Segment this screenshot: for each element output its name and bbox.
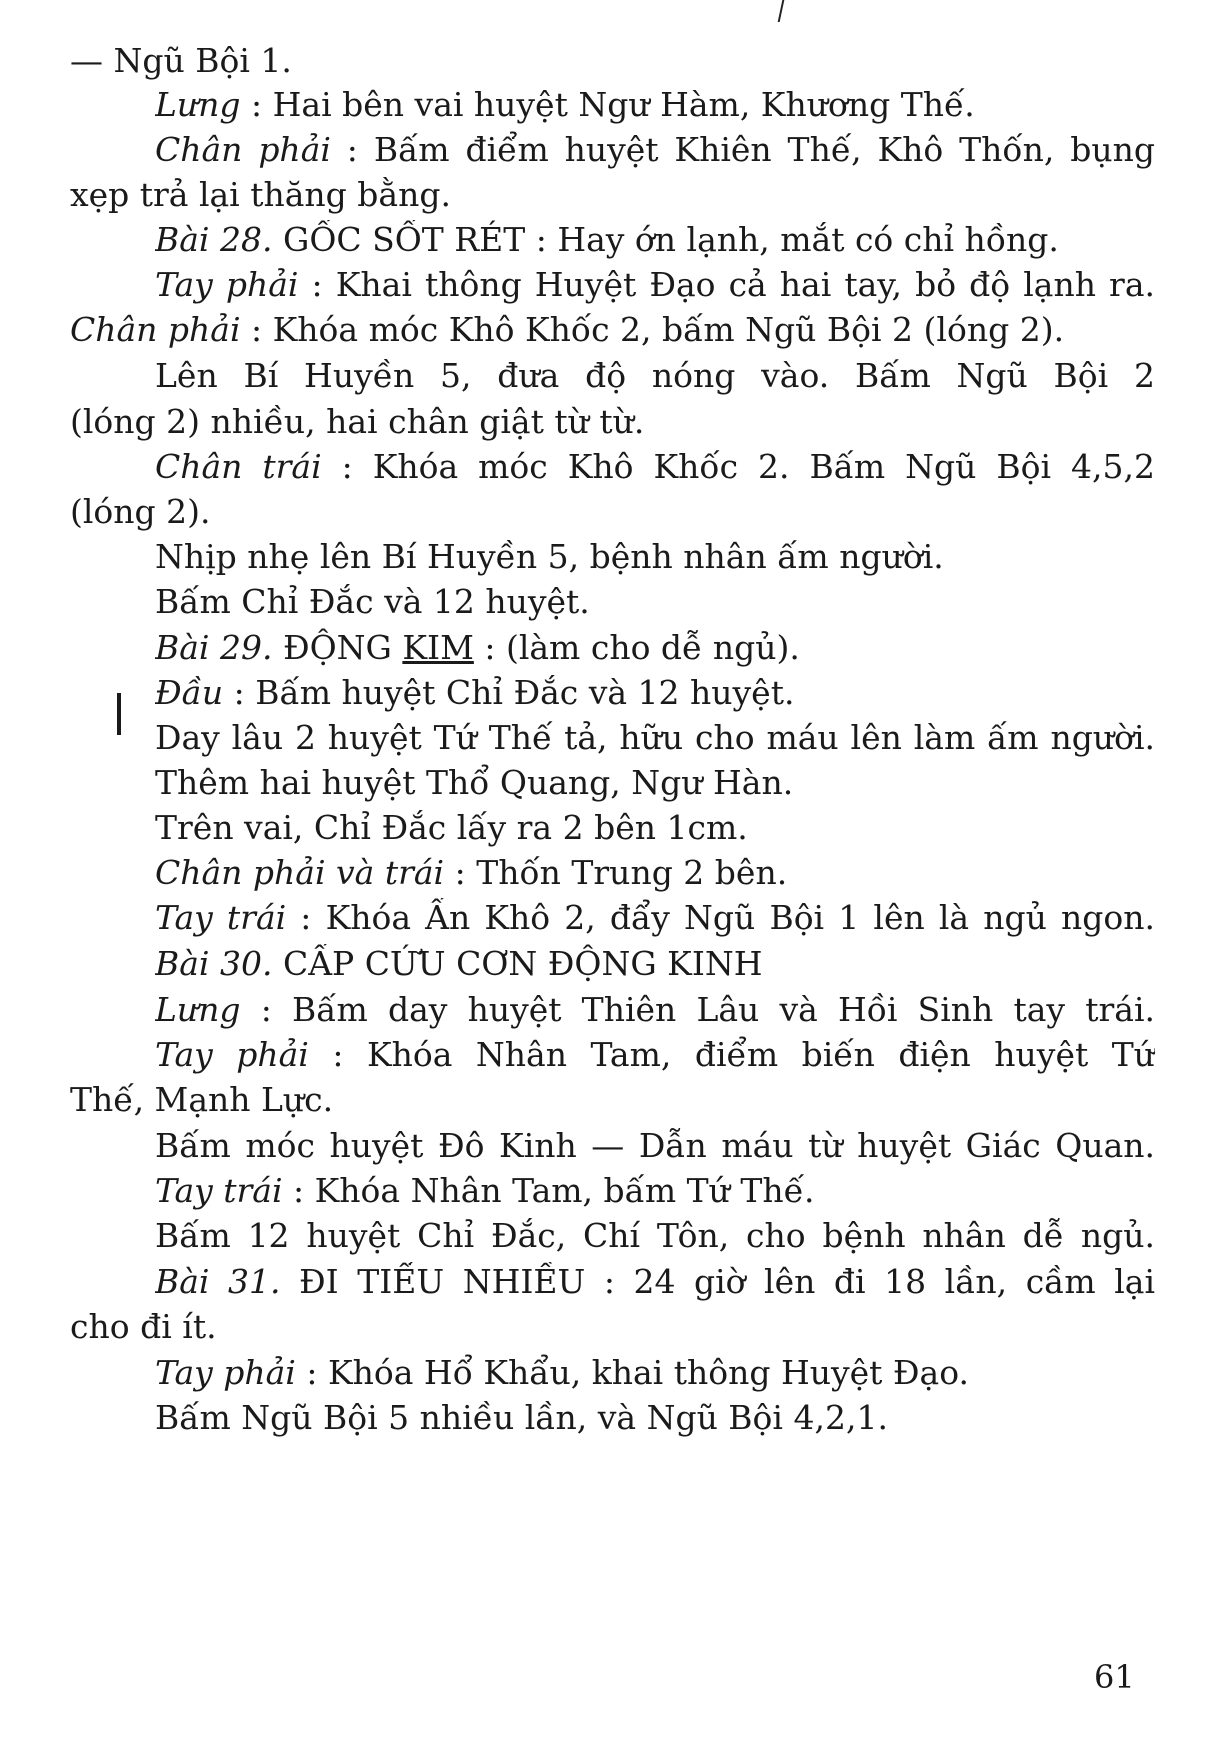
margin-bracket-mark [117,693,121,735]
line-label: Chân phải và trái [155,853,445,892]
line-label: Lưng [155,990,241,1029]
line-24: Thế, Mạnh Lực. [70,1080,334,1119]
page-number: 61 [1094,1658,1135,1696]
line-label: Bài 29. [155,628,273,667]
line-06: Tay phải : Khai thông Huyệt Đạo cả hai tay, bỏ độ lạnh ra. [155,265,1155,304]
line-20: Tay trái : Khóa Ấn Khô 2, đẩy Ngũ Bội 1 lên là ngủ ngon. [155,898,1155,937]
line-11: (lóng 2). [70,492,211,531]
line-label: Lưng [155,85,241,124]
line-18: Trên vai, Chỉ Đắc lấy ra 2 bên 1cm. [155,808,748,847]
line-label: Tay phải [155,1035,309,1074]
line-10: Chân trái : Khóa móc Khô Khốc 2. Bấm Ngũ Bội 4,5,2 [155,447,1155,486]
line-30: Tay phải : Khóa Hổ Khẩu, khai thông Huyệt Đạo. [155,1353,970,1392]
line-15: Đầu : Bấm huyệt Chỉ Đắc và 12 huyệt. [155,673,795,712]
line-label: Tay phải [155,1353,296,1392]
line-16: Day lâu 2 huyệt Tứ Thế tả, hữu cho máu lên làm ấm người. [155,718,1155,757]
line-04: xẹp trả lại thăng bằng. [70,175,451,214]
line-label: Tay phải [155,265,299,304]
line-05: Bài 28. GỐC SỐT RÉT : Hay ớn lạnh, mắt có chỉ hồng. [155,220,1059,259]
line-14: Bài 29. ĐỘNG KIM : (làm cho dễ ngủ). [155,628,800,667]
line-label: Tay trái [155,1171,283,1210]
line-label: Chân phải [70,310,241,349]
line-label: Chân trái [155,447,322,486]
line-17: Thêm hai huyệt Thổ Quang, Ngư Hàn. [155,763,794,802]
underlined-word: KIM [402,628,474,667]
line-01: — Ngũ Bội 1. [70,41,292,80]
line-26: Tay trái : Khóa Nhân Tam, bấm Tứ Thế. [155,1171,815,1210]
line-label: Bài 31. [155,1262,281,1301]
line-07: Chân phải : Khóa móc Khô Khốc 2, bấm Ngũ Bội 2 (lóng 2). [70,310,1065,349]
line-19: Chân phải và trái : Thốn Trung 2 bên. [155,853,788,892]
line-label: Bài 28. [155,220,273,259]
line-27: Bấm 12 huyệt Chỉ Đắc, Chí Tôn, cho bệnh nhân dễ ngủ. [155,1216,1155,1255]
top-ink-mark [778,0,791,22]
line-label: Đầu [155,673,224,712]
line-13: Bấm Chỉ Đắc và 12 huyệt. [155,582,590,621]
line-25: Bấm móc huyệt Đô Kinh — Dẫn máu từ huyệt Giác Quan. [155,1126,1155,1165]
line-21: Bài 30. CẤP CỨU CƠN ĐỘNG KINH [155,944,763,983]
line-label: Tay trái [155,898,287,937]
line-03: Chân phải : Bấm điểm huyệt Khiên Thế, Khô Thốn, bụng [155,130,1155,169]
line-label: Chân phải [155,130,331,169]
line-23: Tay phải : Khóa Nhân Tam, điểm biến điện huyệt Tứ [155,1035,1155,1074]
line-29: cho đi ít. [70,1307,217,1346]
line-02: Lưng : Hai bên vai huyệt Ngư Hàm, Khương Thế. [155,85,975,124]
line-label: Bài 30. [155,944,273,983]
line-22: Lưng : Bấm day huyệt Thiên Lâu và Hồi Sinh tay trái. [155,990,1155,1029]
line-28: Bài 31. ĐI TIỂU NHIỀU : 24 giờ lên đi 18 lần, cầm lại [155,1262,1155,1301]
line-08: Lên Bí Huyền 5, đưa độ nóng vào. Bấm Ngũ Bội 2 [155,356,1155,395]
line-09: (lóng 2) nhiều, hai chân giật từ từ. [70,402,645,441]
line-12: Nhịp nhẹ lên Bí Huyền 5, bệnh nhân ấm người. [155,537,944,576]
line-31: Bấm Ngũ Bội 5 nhiều lần, và Ngũ Bội 4,2,1. [155,1398,888,1437]
